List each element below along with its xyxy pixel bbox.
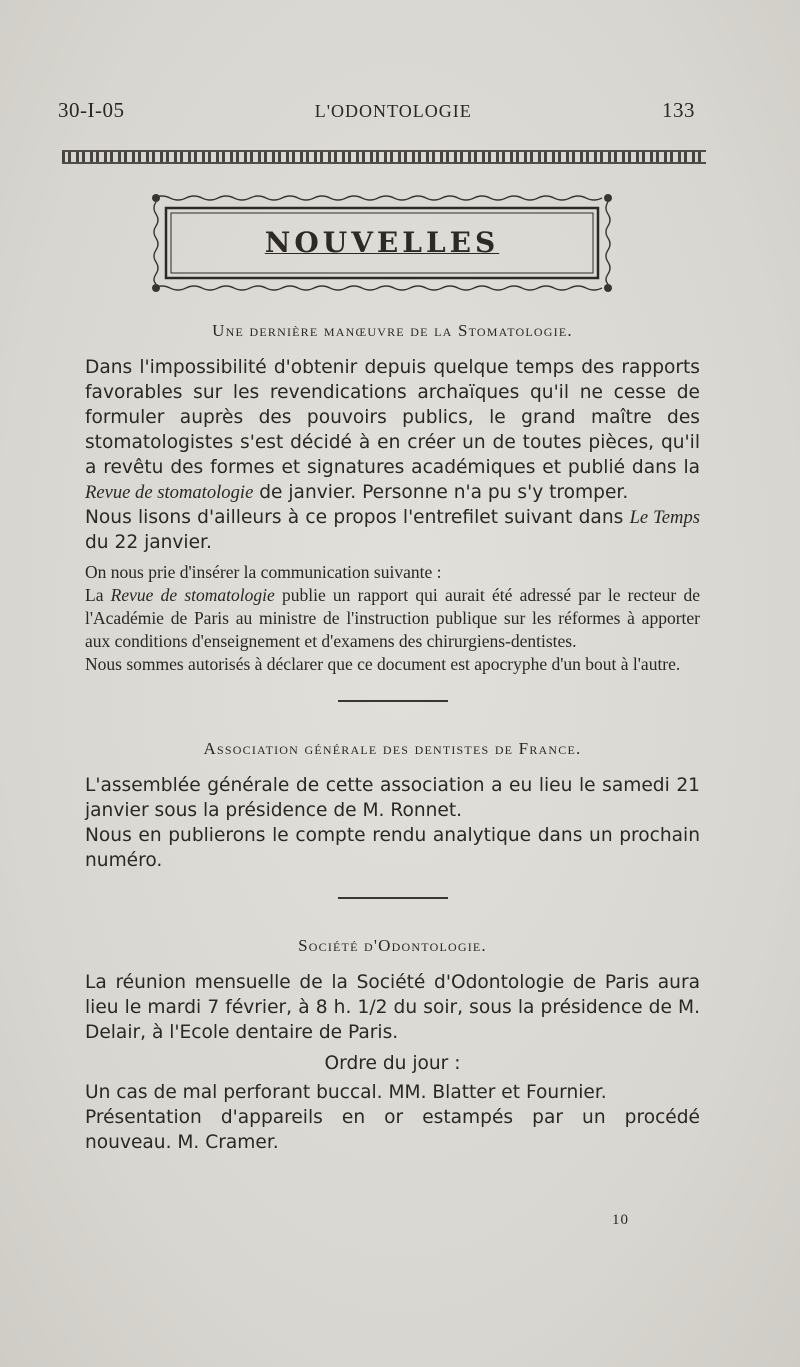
- separator-rule: [338, 897, 448, 899]
- ornamental-rule: [62, 150, 706, 164]
- heading-stomatologie: Une dernière manœuvre de la Stomatologie.: [212, 321, 573, 340]
- section-cartouche: [148, 188, 616, 298]
- agenda-item: Présentation d'appareils en or estampés par un procédé nouveau. M. Cramer.: [85, 1107, 700, 1153]
- journal-name: Revue de stomatologie: [85, 482, 254, 503]
- text-run: du 22 janvier.: [85, 532, 212, 553]
- journal-name: Revue de stomatologie: [110, 585, 275, 605]
- newspaper-name: Le Temps: [629, 507, 701, 528]
- paragraph: L'assemblée générale de cette association a eu lieu le samedi 21 janvier sous la présidence de M. Ronnet.: [85, 775, 700, 821]
- heading-societe: Société d'Odontologie.: [298, 936, 487, 955]
- separator-rule: [338, 700, 448, 702]
- issue-date: 30-I-05: [58, 98, 125, 122]
- article-body: [85, 318, 700, 1155]
- text-run: Dans l'impossibilité d'obtenir depuis quelque temps des rapports favorables sur les revendications archaïques qu'il ne cesse de formuler auprès des pouvoirs publics, le grand maître des stomatologistes s'est décidé à en créer un de toutes pièces, qu'il a revêtu des formes et signatures académiques et publié dans la: [85, 357, 700, 478]
- paragraph: [85, 355, 700, 505]
- paragraph: [85, 505, 700, 555]
- text-run: La: [85, 585, 111, 605]
- agenda-item: Un cas de mal perforant buccal. MM. Blatter et Fournier.: [85, 1082, 607, 1103]
- text-run: de janvier. Personne n'a pu s'y tromper.: [253, 482, 629, 503]
- section-title: NOUVELLES: [264, 226, 500, 259]
- running-head: [58, 98, 695, 123]
- text-run: publie un rapport qui aurait été adressé par le recteur de l'Académie de Paris au ministre de l'instruction publique sur les réformes à apporter aux conditions d'enseignement et d'examens des chirurgiens-dentistes.: [85, 585, 700, 651]
- text-run: Nous lisons d'ailleurs à ce propos l'entrefilet suivant dans: [85, 507, 630, 528]
- journal-title: L'ODONTOLOGIE: [314, 101, 472, 121]
- signature-mark: 10: [612, 1212, 629, 1228]
- quote-line: On nous prie d'insérer la communication suivante :: [85, 562, 442, 582]
- heading-association: Association générale des dentistes de France.: [203, 739, 582, 758]
- agenda-title: Ordre du jour :: [324, 1053, 461, 1074]
- paragraph: La réunion mensuelle de la Société d'Odontologie de Paris aura lieu le mardi 7 février, à 8 h. 1/2 du soir, sous la présidence de M. Delair, à l'Ecole dentaire de Paris.: [85, 972, 700, 1043]
- quote-line: Nous sommes autorisés à déclarer que ce document est apocryphe d'un bout à l'autre.: [85, 654, 681, 674]
- quote-line: [85, 584, 700, 653]
- paragraph: Nous en publierons le compte rendu analytique dans un prochain numéro.: [85, 825, 700, 871]
- page-number: 133: [662, 98, 695, 122]
